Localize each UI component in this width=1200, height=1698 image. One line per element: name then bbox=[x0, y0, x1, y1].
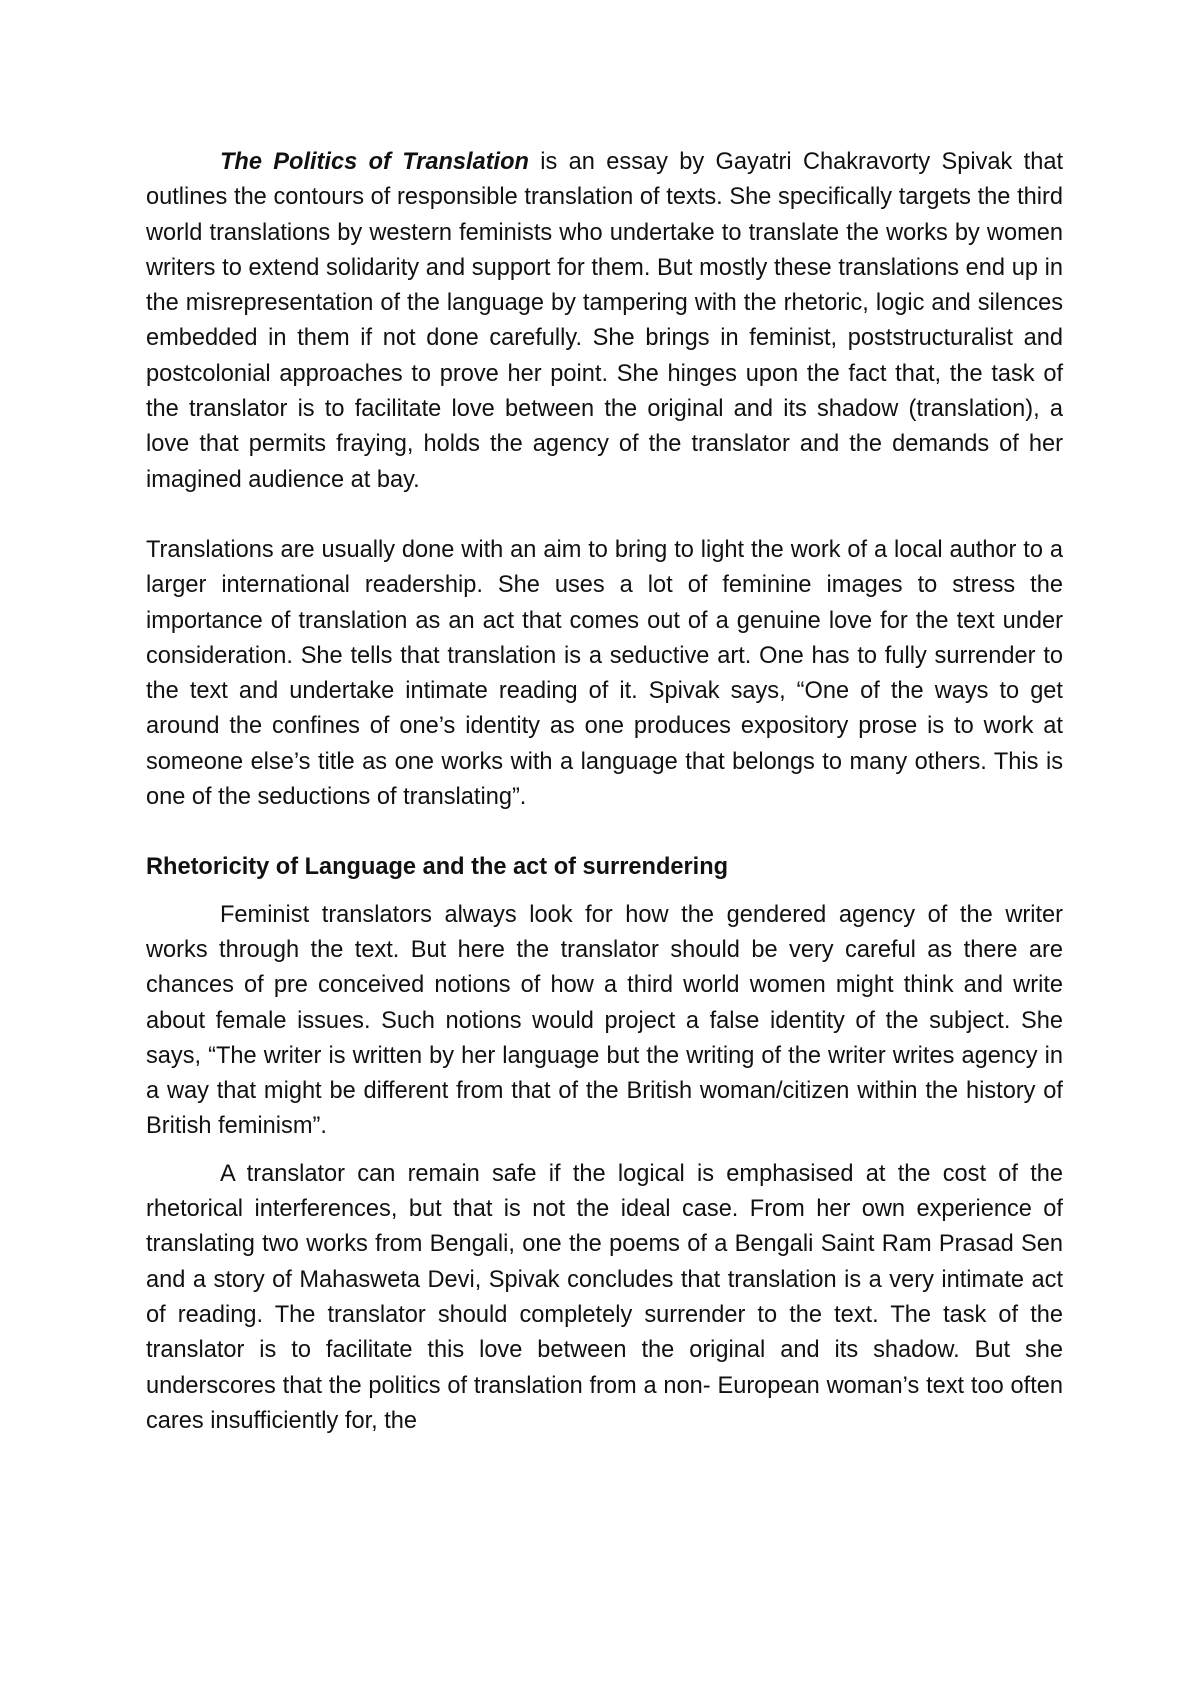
paragraph-translator-safe: A translator can remain safe if the logical is emphasised at the cost of the rhetorical interferences, but that is not the ideal case. From her own experience of translating two works from Bengali, one the poems of a Bengali Saint Ram Prasad Sen and a story of Mahasweta Devi, Spivak concludes that translation is a very intimate act of reading. The translator should completely surrender to the text. The task of the translator is to facilitate this love between the original and its shadow. But she underscores that the politics of translation from a non- European woman’s text too often cares insufficiently for, the bbox=[146, 1160, 1063, 1434]
document-page bbox=[146, 145, 1063, 1439]
paragraph-intro-text: is an essay by Gayatri Chakravorty Spivak that outlines the contours of responsible translation of texts. She specifically targets the third world translations by western feminists who undertake to translate the works by women writers to extend solidarity and support for them. But mostly these translations end up in the misrepresentation of the language by tampering with the rhetoric, logic and silences embedded in them if not done carefully. She brings in feminist, poststructuralist and postcolonial approaches to prove her point. She hinges upon the fact that, the task of the translator is to facilitate love between the original and its shadow (translation), a love that permits fraying, holds the agency of the translator and the demands of her imagined audience at bay. bbox=[146, 149, 1063, 493]
paragraph-intro bbox=[146, 145, 1063, 498]
paragraph-feminist-translators: Feminist translators always look for how the gendered agency of the writer works through the text. But here the translator should be very careful as there are chances of pre conceived notions of how a third world women might think and write about female issues. Such notions would project a false identity of the subject. She says, “The writer is written by her language but the writing of the writer writes agency in a way that might be different from that of the British woman/citizen within the history of British feminism”. bbox=[146, 901, 1063, 1140]
section-heading: Rhetoricity of Language and the act of surrendering bbox=[146, 854, 729, 881]
paragraph-translations: Translations are usually done with an aim to bring to light the work of a local author to a larger international readership. She uses a lot of feminine images to stress the importance of translation as an act that comes out of a genuine love for the text under consideration. She tells that translation is a seductive art. One has to fully surrender to the text and undertake intimate reading of it. Spivak says, “One of the ways to get around the confines of one’s identity as one produces expository prose is to work at someone else’s title as one works with a language that belongs to many others. This is one of the seductions of translating”. bbox=[146, 536, 1063, 811]
essay-title: The Politics of Translation bbox=[220, 149, 529, 175]
